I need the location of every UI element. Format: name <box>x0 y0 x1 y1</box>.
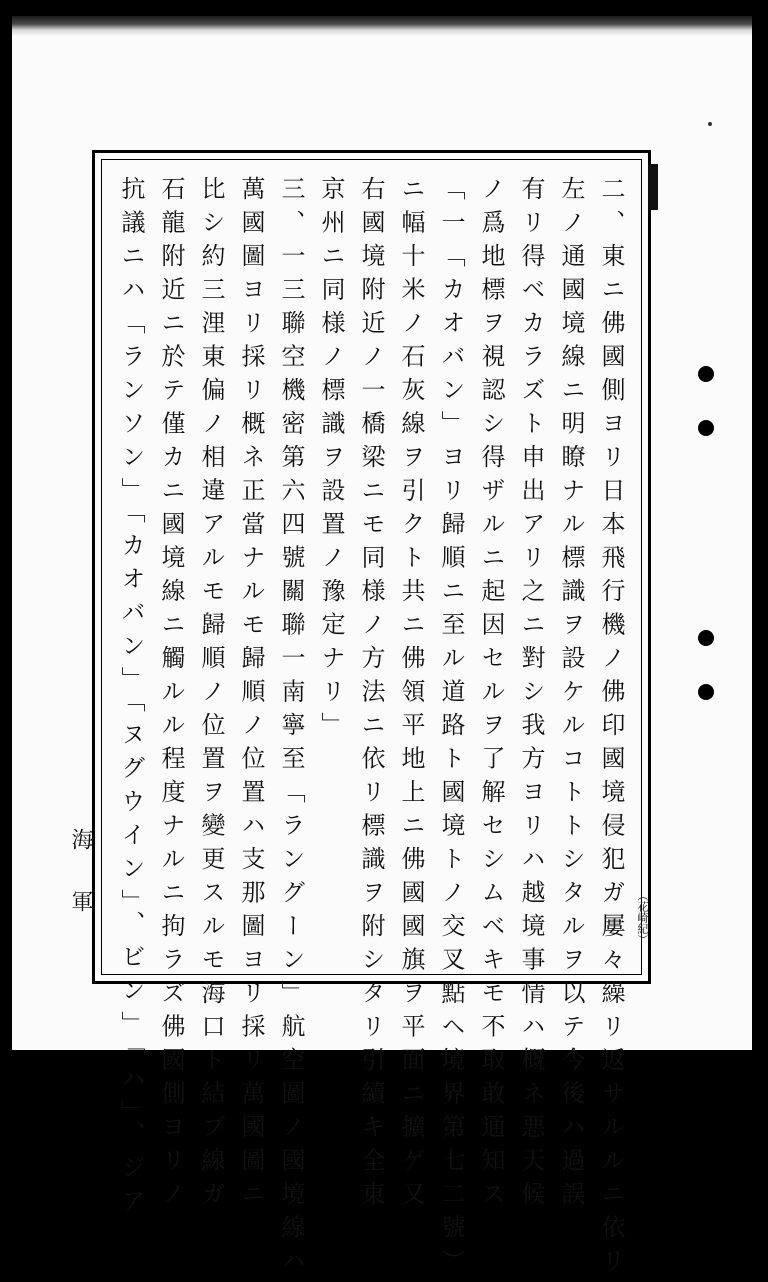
scan-top-edge <box>12 16 752 36</box>
binding-hole <box>698 420 714 436</box>
scan-speck <box>708 122 712 126</box>
text-column-7: 右國境附近ノ一橋梁ニモ同様ノ方法ニ依リ標識ヲ附シタリ引續キ全東 <box>357 176 385 1215</box>
text-column-13: 抗議ニハ「ランソン」「カオバン」「ヌグウイン」、ビン」「ハ」、ジア <box>117 176 145 1222</box>
text-column-10: 萬國圖ヨリ採リ概ネ正當ナルモ歸順ノ位置ハ支那圖ヨリ採リ萬國圖ニ <box>237 176 265 1215</box>
text-column-11: 比シ約三浬東偏ノ相違アルモ歸順ノ位置ヲ變更スルモ海口ト結ブ線ガ <box>197 176 225 1215</box>
text-column-12: 石龍附近ニ於テ僅カニ國境線ニ觸ルル程度ナルニ拘ラズ佛國側ヨリノ <box>157 176 185 1215</box>
margin-label-navy: 海軍 <box>68 828 93 952</box>
document-page <box>12 16 752 1282</box>
binding-hole <box>698 684 714 700</box>
text-column-3: 有リ得ベカラズト申出アリ之ニ對シ我方ヨリハ越境事情ハ概ネ悪天候 <box>517 176 545 1215</box>
binding-hole <box>698 630 714 646</box>
text-frame <box>92 150 651 1282</box>
text-column-2: 左ノ通國境線ニ明瞭ナル標識ヲ設ケルコトトシタルヲ以テ今後ハ過誤 <box>557 176 585 1215</box>
text-frame-inner <box>101 159 642 1282</box>
binding-hole <box>698 366 714 382</box>
margin-note: （花崎紀） <box>636 890 649 945</box>
text-column-5: 「一「カオバン」ヨリ歸順ニ至ル道路ト國境トノ交叉點ヘ境界第七二號） <box>437 176 465 1282</box>
text-column-4: ノ爲地標ヲ視認シ得ザルニ起因セルヲ了解セシムベキモ不取敢通知ス <box>477 176 505 1215</box>
text-column-1: 二、東ニ佛國側ヨリ日本飛行機ノ佛印國境侵犯ガ屢々繰リ返サルルニ依リ <box>597 176 625 1282</box>
text-column-6: ニ幅十米ノ石灰線ヲ引クト共ニ佛領平地上ニ佛國國旗ヲ平面ニ擴ゲ又 <box>397 176 425 1215</box>
text-column-9: 三、一三聯空機密第六四號關聯一南寧至「ラングーン」航空圖ノ國境線ハ <box>277 176 305 1282</box>
ink-mark <box>648 164 658 210</box>
text-column-8: 京州ニ同様ノ標識ヲ設置ノ豫定ナリ」 <box>317 176 345 746</box>
